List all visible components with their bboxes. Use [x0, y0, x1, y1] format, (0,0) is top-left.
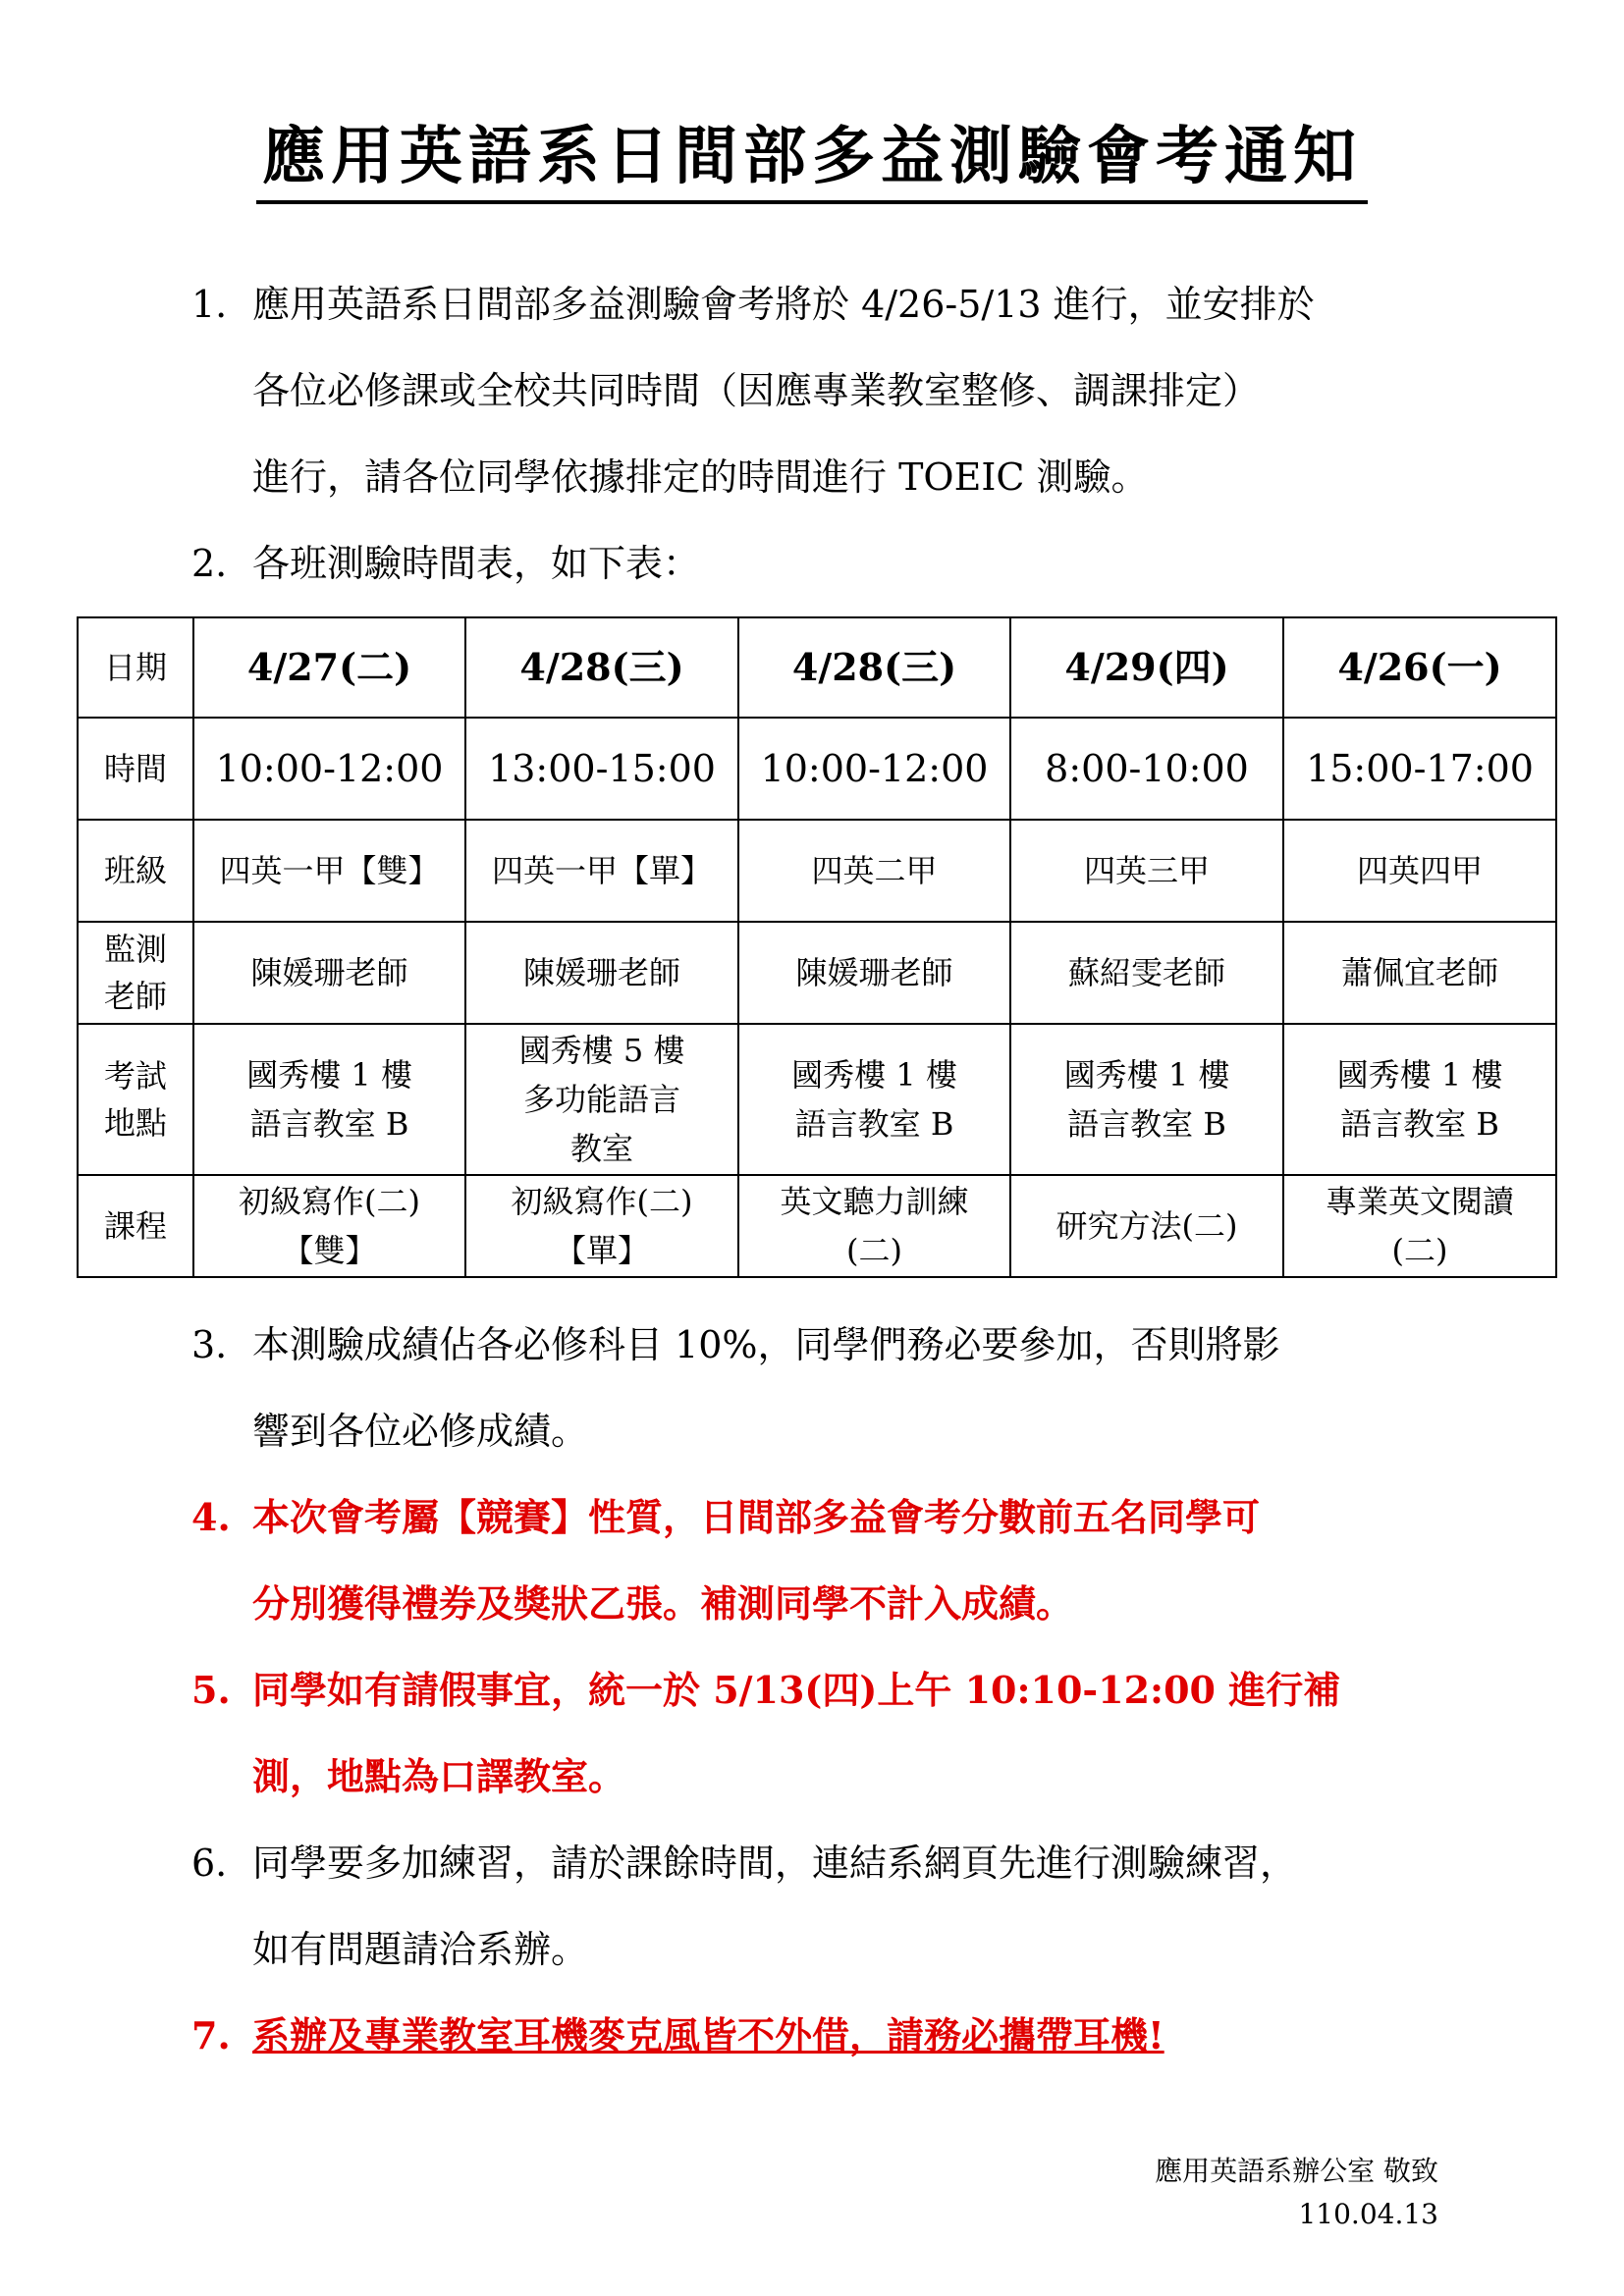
table-row-course: [78, 1175, 1556, 1277]
item-line: 測，地點為口譯教室。: [252, 1754, 626, 1798]
notice-item-6: [191, 1820, 1438, 1993]
row-label-class: 班級: [78, 820, 193, 922]
course-line: (二): [1391, 1232, 1448, 1269]
exam-schedule-table: [77, 616, 1557, 1278]
item-line: 各位必修課或全校共同時間（因應專業教室整修、調課排定）: [252, 369, 1261, 412]
place-line: 國秀樓 1 樓: [246, 1056, 412, 1094]
cell-date: 4/26(一): [1283, 617, 1556, 718]
table-row-place: [78, 1024, 1556, 1175]
notice-title: [0, 106, 1624, 204]
item-number: 5.: [191, 1668, 231, 1712]
course-line: 【雙】: [282, 1232, 377, 1269]
item-line-text: 系辦及專業教室耳機麥克風皆不外借，請務必攜帶耳機!: [252, 2013, 1164, 2057]
notice-item-3: [191, 1302, 1438, 1474]
notice-item-4: [191, 1474, 1438, 1647]
cell-time: 10:00-12:00: [738, 718, 1010, 820]
place-line: 語言教室 B: [1067, 1105, 1226, 1143]
item-line: [252, 1993, 1438, 2079]
cell-teacher: 陳媛珊老師: [465, 922, 738, 1024]
item-line: 同學如有請假事宜，統一於 5/13(四)上午 10:10-12:00 進行補: [252, 1668, 1341, 1712]
row-label-place: [78, 1024, 193, 1175]
course-line: (二): [846, 1232, 902, 1269]
label-line: 地點: [103, 1104, 167, 1142]
notice-item-5: [191, 1647, 1438, 1820]
item-number: 4.: [191, 1495, 231, 1539]
signature-date: 110.04.13: [1298, 2198, 1438, 2230]
item-line: 本測驗成績佔各必修科目 10%，同學們務必要參加，否則將影: [252, 1323, 1280, 1366]
cell-date: 4/28(三): [465, 617, 738, 718]
place-line: 國秀樓 5 樓: [518, 1032, 685, 1069]
place-line: 國秀樓 1 樓: [791, 1056, 957, 1094]
place-line: 語言教室 B: [1340, 1105, 1499, 1143]
item-line: 進行，請各位同學依據排定的時間進行 TOEIC 測驗。: [252, 455, 1149, 499]
course-line: 初級寫作(二): [511, 1183, 693, 1220]
course-line: 專業英文閱讀: [1325, 1183, 1514, 1220]
item-line: 分別獲得禮券及獎狀乙張。補測同學不計入成績。: [252, 1581, 1074, 1626]
row-label-time: 時間: [78, 718, 193, 820]
cell-class: 四英一甲【單】: [465, 820, 738, 922]
cell-teacher: 蕭佩宜老師: [1283, 922, 1556, 1024]
cell-class: 四英二甲: [738, 820, 1010, 922]
signature-office: 應用英語系辦公室 敬致: [1155, 2155, 1438, 2187]
place-line: 國秀樓 1 樓: [1336, 1056, 1503, 1094]
table-row-teacher: [78, 922, 1556, 1024]
table-row-date: [78, 617, 1556, 718]
item-number: 2.: [191, 542, 228, 585]
item-line: 響到各位必修成績。: [252, 1410, 589, 1453]
row-label-teacher: [78, 922, 193, 1024]
cell-time: 13:00-15:00: [465, 718, 738, 820]
place-line: 語言教室 B: [794, 1105, 954, 1143]
course-line: 【單】: [554, 1232, 649, 1269]
label-line: 考試: [103, 1057, 167, 1095]
table-row-class: [78, 820, 1556, 922]
cell-time: 10:00-12:00: [193, 718, 465, 820]
notice-item-2: [191, 520, 1438, 607]
cell-course: [1010, 1175, 1283, 1277]
cell-place: [738, 1024, 1010, 1175]
cell-place: [1010, 1024, 1283, 1175]
item-line: 同學要多加練習，請於課餘時間，連結系網頁先進行測驗練習，: [252, 1842, 1298, 1885]
cell-time: 8:00-10:00: [1010, 718, 1283, 820]
cell-date: 4/27(二): [193, 617, 465, 718]
cell-place: [193, 1024, 465, 1175]
cell-course: [193, 1175, 465, 1277]
notice-item-1: [191, 261, 1438, 520]
row-label-date: 日期: [78, 617, 193, 718]
place-line: 國秀樓 1 樓: [1063, 1056, 1230, 1094]
place-line: 教室: [569, 1130, 633, 1167]
item-number: 6.: [191, 1842, 228, 1885]
item-line: 本次會考屬【競賽】性質，日間部多益會考分數前五名同學可: [252, 1495, 1261, 1539]
cell-time: 15:00-17:00: [1283, 718, 1556, 820]
cell-date: 4/28(三): [738, 617, 1010, 718]
cell-teacher: 蘇紹雯老師: [1010, 922, 1283, 1024]
course-line: 研究方法(二): [1056, 1207, 1238, 1245]
notice-item-7: [191, 1993, 1438, 2079]
item-number: 7.: [191, 2013, 231, 2057]
place-line: 多功能語言: [522, 1081, 680, 1118]
cell-teacher: 陳媛珊老師: [193, 922, 465, 1024]
item-number: 1.: [191, 283, 228, 326]
course-line: 英文聽力訓練: [780, 1183, 969, 1220]
cell-course: [465, 1175, 738, 1277]
place-line: 語言教室 B: [249, 1105, 409, 1143]
cell-class: 四英四甲: [1283, 820, 1556, 922]
label-line: 老師: [103, 978, 167, 1015]
item-line: 應用英語系日間部多益測驗會考將於 4/26-5/13 進行，並安排於: [252, 283, 1315, 326]
item-number: 3.: [191, 1323, 228, 1366]
row-label-course: 課程: [78, 1175, 193, 1277]
course-line: 初級寫作(二): [239, 1183, 420, 1220]
cell-course: [1283, 1175, 1556, 1277]
table-row-time: [78, 718, 1556, 820]
signature-block: [1155, 2150, 1438, 2236]
cell-place: [1283, 1024, 1556, 1175]
notice-title-text: 應用英語系日間部多益測驗會考通知: [256, 106, 1368, 204]
cell-place: [465, 1024, 738, 1175]
cell-class: 四英三甲: [1010, 820, 1283, 922]
cell-class: 四英一甲【雙】: [193, 820, 465, 922]
cell-teacher: 陳媛珊老師: [738, 922, 1010, 1024]
item-line: 各班測驗時間表，如下表：: [252, 542, 701, 585]
item-line: 如有問題請洽系辦。: [252, 1928, 589, 1971]
label-line: 監測: [103, 931, 167, 968]
cell-course: [738, 1175, 1010, 1277]
cell-date: 4/29(四): [1010, 617, 1283, 718]
